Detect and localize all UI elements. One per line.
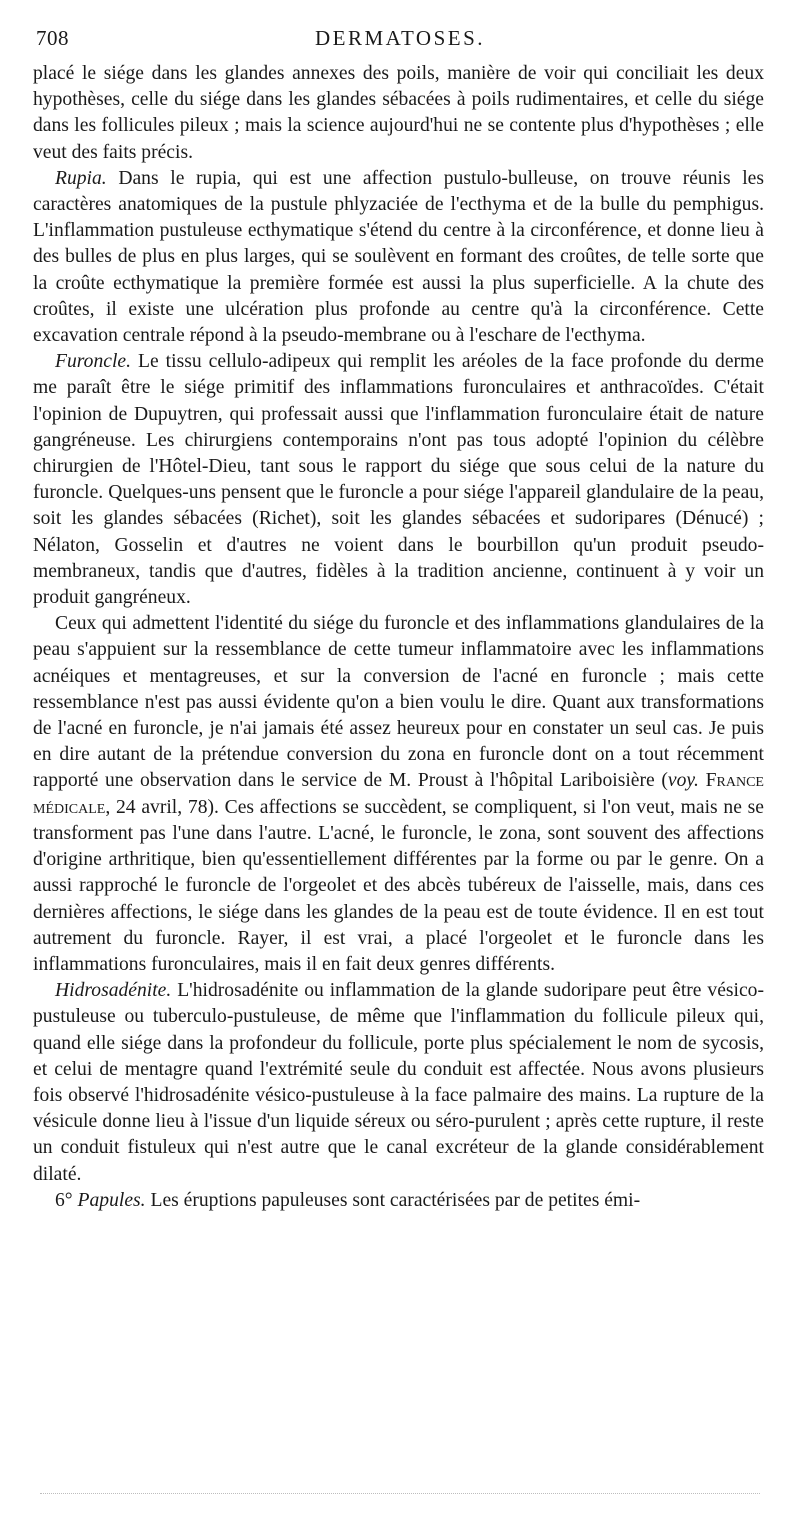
- journal-title: France médicale: [33, 770, 764, 818]
- section-lead-furoncle: Furoncle.: [55, 351, 131, 373]
- section-lead-hidrosadenite: Hidrosadénite.: [55, 980, 172, 1002]
- bottom-bleed-line: [40, 1493, 760, 1494]
- page-header: [36, 26, 764, 56]
- paragraph-furoncle: [33, 349, 764, 611]
- paragraph-rupia: [33, 166, 764, 349]
- reference-space: [699, 770, 706, 791]
- paragraph-identite: [33, 611, 764, 978]
- paragraph-papules: [33, 1188, 764, 1214]
- body-text: [33, 61, 764, 1214]
- reference-voy: voy.: [667, 770, 699, 792]
- paragraph-identite-text-a: Ceux qui admettent l'identité du siége du furoncle et des inflammations glandulaires de la peau s'appuient sur la ressemblance de cette tumeur inflammatoire avec les inflammations acnéiques et mentagreuses, et sur la conversion de l'acné en furoncle ; mais cette ressemblance n'est pas aussi évidente qu'on a bien voulu le dire. Quant aux transformations de l'acné en furoncle, je n'ai jamais été assez heureux pour en constater un seul cas. Je puis en dire autant de la prétendue conversion du zona en furoncle dont on a tout récemment rapporté une observation dans le service de M. Proust à l'hôpital Lariboisière (: [33, 613, 764, 792]
- running-title: DERMATOSES.: [314, 26, 486, 50]
- paragraph-furoncle-text: Le tissu cellulo-adipeux qui remplit les aréoles de la face profonde du derme me paraît être le siége primitif des inflammations furonculaires et anthracoïdes. C'était l'opinion de Dupuytren, qui professait aussi que l'inflammation furonculaire était de nature gangréneuse. Les chirurgiens contemporains n'ont pas tous adopté l'opinion du célèbre chirurgien de l'Hôtel-Dieu, tant sous le rapport du siége que sous celui de la nature du furoncle. Quelques-uns pensent que le furoncle a pour siége l'appareil glandulaire de la peau, soit les glandes sébacées (Richet), soit les glandes sébacées et sudoripares (Dénucé) ; Nélaton, Gosselin et d'autres ne voient dans le bourbillon qu'un produit pseudo-membraneux, tandis que d'autres, fidèles à la tradition ancienne, continuent à y voir un produit gangréneux.: [33, 351, 764, 609]
- section-lead-rupia: Rupia.: [55, 167, 107, 189]
- paragraph-rupia-text: Dans le rupia, qui est une affection pustulo-bulleuse, on trouve réunis les caractères anatomiques de la pustule phlyzaciée de l'ecthyma et de la bulle du pemphigus. L'inflammation pustuleuse ecthymatique s'étend du centre à la circonférence, et donne lieu à des bulles de plus en plus larges, qui se soulèvent en formant des croûtes, de telle sorte que la croûte ecthymatique la première formée est aussi la plus superficielle. A la chute des croûtes, il existe une ulcération plus profonde au centre qu'à la circonférence. Cette excavation centrale répond à la pseudo-membrane ou à l'eschare de l'ecthyma.: [33, 167, 764, 347]
- paragraph-identite-text-b: , 24 avril, 78). Ces affections se succèdent, se compliquent, si l'on veut, mais ne se transforment pas l'une dans l'autre. L'acné, le furoncle, le zona, sont souvent des affections d'origine arthritique, bien qu'essentiellement différentes par la forme ou par le genre. On a aussi rapproché le furoncle de l'orgeolet et des abcès tubéreux de l'aisselle, mais, dans ces dernières affections, le siége dans les glandes de la peau est de toute évidence. Il en est tout autrement du furoncle. Rayer, il est vrai, a placé l'orgeolet et le furoncle dans les inflammations furonculaires, mais il en fait deux genres différents.: [33, 796, 764, 975]
- section-lead-papules: Papules.: [77, 1189, 146, 1211]
- section-number-papules: 6°: [55, 1189, 73, 1211]
- paragraph-hidrosadenite: [33, 978, 764, 1188]
- page-number: 708: [36, 26, 69, 50]
- paragraph-papules-text: Les éruptions papuleuses sont caractérisées par de petites émi-: [145, 1189, 641, 1211]
- paragraph-hidrosadenite-text: L'hidrosadénite ou inflammation de la glande sudoripare peut être vésico-pustuleuse ou tuberculo-pustuleuse, de même que l'inflammation du follicule pileux qui, quand elle siége dans la profondeur du follicule, porte plus spécialement le nom de sycosis, et celui de mentagre quand l'extrémité seule du conduit est affectée. Nous avons plusieurs fois observé l'hidrosadénite vésico-pustuleuse à la face palmaire des mains. La rupture de la vésicule donne lieu à l'issue d'un liquide séreux ou séro-purulent ; après cette rupture, il reste un conduit fistuleux qui n'est autre que le canal excréteur de la glande considérablement dilaté.: [33, 980, 764, 1185]
- paragraph-continuation: placé le siége dans les glandes annexes des poils, manière de voir qui conciliait les deux hypothèses, celle du siége dans les glandes sébacées à poils rudimentaires, et celle du siége dans les follicules pileux ; mais la science aujourd'hui ne se contente plus d'hypothèses ; elle veut des faits précis.: [33, 63, 764, 163]
